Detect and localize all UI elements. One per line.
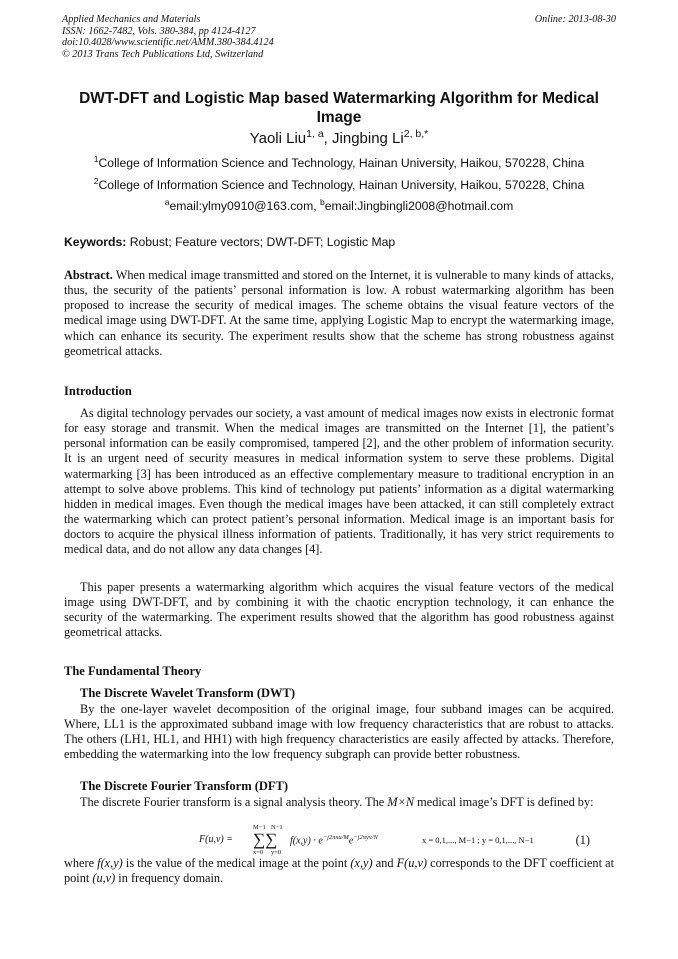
paragraph (64, 856, 614, 886)
equation-body: f(x,y) · e (290, 835, 323, 847)
paragraph: As digital technology pervades our society, a vast amount of medical images now exists in electronic format for easy storage and transmit. When the medical images are transmitted on the Internet [1], the patient’s personal information can be easily compromised, tampered [2], and the other problem of information security. It is an urgent need of security measures in medical information system to serve these problems. Digital watermarking [3] has been introduced as an effective complementary measure to traditional encryption in an attempt to solve above problems. This kind of technology put patients’ information as a digital watermarking hidden in medical images. Even though the medical images have been attacked, it can still completely extract the watermarking which can protect patient’s personal information. Medical image is an important basis for doctors to acquire the physical illness information of patients. Traditionally, it has very strict requirements to medical data, and do not allow any data changes [4]. (64, 406, 614, 557)
journal-header (62, 14, 616, 60)
equation-e: e (348, 835, 354, 847)
journal-doi: doi:10.4028/www.scientific.net/AMM.380-384.4124 (62, 37, 274, 49)
subsection-heading: The Discrete Fourier Transform (DFT) (80, 779, 289, 793)
section-heading: Introduction (64, 384, 132, 398)
text: corresponds to the DFT coefficient at point (64, 856, 615, 886)
paragraph (64, 795, 614, 810)
affiliation (64, 175, 614, 192)
journal-issn: ISSN: 1662-7482, Vols. 380-384, pp 4124-4127 (62, 25, 256, 37)
email-text: email:ylmy0910@163.com, (169, 199, 321, 213)
journal-name: Applied Mechanics and Materials (62, 14, 201, 25)
math-symbol: F(u,v) (396, 856, 428, 870)
sum-lower-limit: x=0 (253, 849, 264, 856)
online-date: Online: 2013-08-30 (534, 14, 616, 25)
abstract-text: When medical image transmitted and stored on the Internet, it is vulnerable to many kinds of attacks, thus, the security of the patients’ personal information is low. A robust watermarking algorithm has been proposed to increase the security of medical images. The scheme obtains the visual feature vectors of the medical image using DWT-DFT. At the same time, applying Logistic Map to encrypt the watermarking image, which can enhance its security. The experiment results show that the scheme has strong robustness against geometrical attacks. (64, 268, 614, 358)
math-symbol: f(x,y) (97, 856, 123, 870)
author-separator: , (323, 130, 333, 147)
equation-condition: x = 0,1,..., M−1 ; y = 0,1,..., N−1 (422, 835, 534, 845)
equation-number: (1) (575, 833, 590, 847)
math-symbol: M×N (387, 795, 415, 809)
affiliation-superscript: 2 (93, 175, 99, 186)
text: is the value of the medical image at the point (122, 856, 351, 870)
exponent: −j2πyv/N (353, 834, 378, 841)
abstract (64, 268, 614, 359)
author-name: Yaoli Liu (249, 130, 307, 147)
keywords-label: Keywords: (64, 235, 127, 249)
equation-lhs: F(u,v) = (199, 834, 233, 845)
dft-text: medical image’s DFT is defined by: (414, 795, 594, 809)
author-superscript: 2, b,* (403, 128, 429, 140)
email-superscript: b (320, 196, 325, 207)
text: in frequency domain. (115, 871, 224, 886)
equation-rhs (290, 834, 378, 846)
affiliation-text: College of Information Science and Technology, Hainan University, Haikou, 570228, China (98, 156, 585, 170)
email-superscript: a (164, 196, 170, 207)
journal-copyright: © 2013 Trans Tech Publications Ltd, Switzerland (62, 48, 264, 60)
math-symbol: (x,y) (350, 856, 373, 870)
author-emails (64, 196, 614, 213)
author-list (64, 130, 614, 147)
keywords-text: Robust; Feature vectors; DWT-DFT; Logistic Map (126, 235, 396, 249)
author-superscript: 1, a (306, 128, 324, 140)
sum-lower-limit: y=0 (271, 849, 282, 856)
section-heading: The Fundamental Theory (64, 664, 202, 678)
math-symbol: (u,v) (92, 871, 116, 886)
keywords (64, 235, 395, 249)
author-name: Jingbing Li (332, 130, 404, 147)
sum-upper-limit: N−1 (271, 824, 283, 831)
affiliation-text: College of Information Science and Technology, Hainan University, Haikou, 570228, China (98, 178, 585, 192)
paper-title: DWT-DFT and Logistic Map based Watermarking Algorithm for Medical Image (79, 90, 599, 126)
abstract-label: Abstract. (64, 268, 113, 282)
paragraph: This paper presents a watermarking algorithm which acquires the visual feature vectors of the medical image using DWT-DFT, and by combining it with the chaotic encryption technology, it can enhance the security of the watermarking. The experiment results showed that the algorithm has good robustness against geometrical attacks. (64, 580, 614, 640)
exponent: −j2πxu/M (322, 834, 349, 841)
sum-symbol: ∑∑ (253, 830, 278, 849)
affiliation (64, 153, 614, 170)
dft-text: The discrete Fourier transform is a signal analysis theory. The (80, 795, 388, 809)
text: and (372, 856, 397, 870)
subsection-heading: The Discrete Wavelet Transform (DWT) (80, 686, 296, 700)
affiliation-superscript: 1 (93, 153, 99, 164)
sum-upper-limit: M−1 (253, 824, 266, 831)
text: where (64, 856, 98, 870)
email-text: email:Jingbingli2008@hotmail.com (324, 199, 514, 213)
paragraph: By the one-layer wavelet decomposition of the original image, four subband images can be acquired. Where, LL1 is the approximated subband image with low frequency characteristics that are robust to attacks. The others (LH1, HL1, and HH1) with high frequency characteristics are easily affected by attacks. Therefore, embedding the watermarking into the low frequency subgraph can provide better robustness. (64, 702, 614, 762)
equation-1 (64, 826, 614, 858)
